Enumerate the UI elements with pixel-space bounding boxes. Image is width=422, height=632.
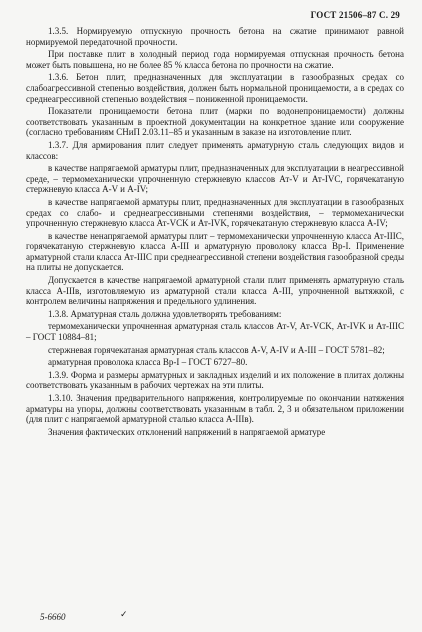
paragraph: 1.3.6. Бетон плит, предназначенных для эксплуатации в газообразных средах со слабоагрессивной степенью воздействия, должен быть нормальной проницаемости, а в средах со среднеагрессивной степенью воздействия – пониженной проницаемости.	[26, 72, 404, 104]
paragraph: 1.3.8. Арматурная сталь должна удовлетворять требованиям:	[48, 308, 282, 319]
paragraph: стержневая горячекатаная арматурная сталь классов A-V, A-IV и A-III – ГОСТ 5781–82;	[48, 344, 385, 355]
page-footer-code: 5-6660	[40, 612, 66, 622]
paragraph: в качестве напрягаемой арматуры плит, предназначенных для эксплуатации в газообразных средах со слабо- и среднеагрессивными степенями воздействия, – термомеханически упрочненную стержневую класса Ат-VCK и Ат-IVK, горячекатаную стержневую класса A-IV;	[26, 196, 404, 229]
paragraph: термомеханически упрочненная арматурная сталь классов Ат-V, Ат-VCK, Ат-IVK и Ат-IIIC – ГОСТ 10884–81;	[26, 321, 404, 343]
paragraph: 1.3.5. Нормируемую отпускную прочность бетона на сжатие принимают равной нормируемой передаточной прочности.	[26, 26, 404, 47]
paragraph: Показатели проницаемости бетона плит (марки по водонепроницаемости) должны соответствовать указанным в проектной документации на конкретное здание или сооружение (согласно требованиям СНиП 2.03.11–85 и указанным в заказе на изготовление плит.	[26, 106, 404, 138]
paragraph: Допускается в качестве напрягаемой арматурной стали плит применять арматурную сталь класса A-IIIв, изготовляемую из арматурной стали класса A-III, упрочненной вытяжкой, с контролем величины напряжения и предельного удлинения.	[26, 275, 404, 307]
paragraph: в качестве напрягаемой арматуры плит, предназначенных для эксплуатации в неагрессивной среде, – термомеханически упрочненную стержневую классов Ат-V и Ат-IVC, горячекатаную стержневую класса A-V и A-IV;	[26, 163, 404, 195]
paragraph: 1.3.9. Форма и размеры арматурных и закладных изделий и их положение в плитах должны соответствовать указанным в рабочих чертежах на эти плиты.	[26, 369, 404, 391]
paragraph: арматурная проволока класса Вр-I – ГОСТ 6727–80.	[48, 357, 248, 368]
page-header: ГОСТ 21506–87 С. 29	[310, 10, 400, 20]
paragraph: в качестве ненапрягаемой арматуры плит – термомеханически упрочненную класса Ат-IIIC, горячекатаную стержневую класса A-III и арматурную проволоку класса Вр-I. Применение арматурной стали класса Ат-IIIC при среднеагрессивной степени воздействия газообразной среды на плиты не допускается.	[26, 230, 404, 273]
paragraph: Значения фактических отклонений напряжений в напрягаемой арматуре	[48, 426, 326, 437]
paragraph: 1.3.10. Значения предварительного напряжения, контролируемые по окончании натяжения арматуры на упоры, должны соответствовать указанным в табл. 2, 3 и обязательном приложении (для плит с напрягаемой арматурной сталью класса A-IIIв).	[26, 393, 404, 425]
paragraph: 1.3.7. Для армирования плит следует применять арматурную сталь следующих видов и классов:	[26, 139, 404, 161]
paragraph: При поставке плит в холодный период года нормируемая отпускная прочность бетона может быть повышена, но не более 85 % класса бетона по прочности на сжатие.	[26, 49, 404, 70]
check-mark: ✓	[120, 609, 128, 619]
document-body	[26, 26, 404, 439]
